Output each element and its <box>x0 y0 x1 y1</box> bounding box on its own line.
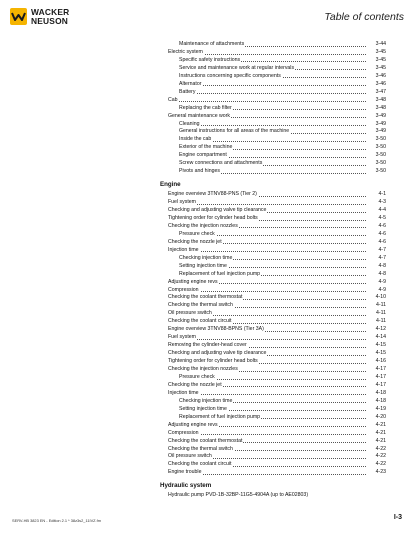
toc-entry-label: General instructions for all areas of the machine <box>179 128 290 135</box>
toc-entry[interactable] <box>0 325 416 333</box>
toc-entry-page: 4-23 <box>375 469 386 476</box>
toc-entry-label: Checking the thermal switch <box>168 302 233 309</box>
dot-leader <box>179 93 366 94</box>
toc-entry-label: Checking the coolant thermostat <box>168 437 243 444</box>
toc-entry-page: 4-12 <box>375 326 386 333</box>
toc-entry-page: 4-14 <box>375 334 386 341</box>
dot-leader <box>168 101 366 102</box>
toc-entry-label: Adjusting engine revs <box>168 278 218 285</box>
toc-entry[interactable] <box>0 460 416 468</box>
toc-entry-page: 4-18 <box>375 397 386 404</box>
toc-entry[interactable] <box>0 238 416 246</box>
toc-entry[interactable] <box>0 48 416 56</box>
toc-entry-label: Compression <box>168 429 199 436</box>
toc-entry-page: 4-4 <box>378 207 386 213</box>
toc-entry[interactable] <box>0 421 416 429</box>
toc-entry-page: 3-50 <box>375 160 386 167</box>
toc-entry-page: 3-49 <box>375 128 386 135</box>
toc-entry[interactable] <box>0 167 416 175</box>
toc-entry-page: 4-3 <box>378 199 386 206</box>
toc-entry[interactable] <box>0 262 416 270</box>
toc-entry-label: Removing the cylinder-head cover <box>168 342 247 349</box>
dot-leader <box>179 85 366 86</box>
toc-entry-page: 3-46 <box>375 72 386 79</box>
toc-entry[interactable] <box>0 80 416 88</box>
toc-entry-page: 4-20 <box>375 413 386 420</box>
toc-entry-page: 4-17 <box>375 373 386 380</box>
toc-entry-label: Replacement of fuel injection pump <box>179 270 261 277</box>
toc-entry-label: Cab <box>168 96 178 103</box>
toc-entry-page: 4-5 <box>378 214 386 221</box>
toc-entry[interactable] <box>0 230 416 238</box>
toc-entry[interactable] <box>0 413 416 421</box>
toc-entry-label: Checking the nozzle jet <box>168 381 222 388</box>
toc-entry-label: Hydraulic pump PVD-1B-32BP-11G5-4904A (up to AE02803) <box>168 492 309 499</box>
toc-entry-label: Checking the coolant thermostat <box>168 294 243 301</box>
toc-entry[interactable] <box>0 373 416 381</box>
toc-entry[interactable] <box>0 254 416 262</box>
toc-entry-page: 4-1 <box>378 191 386 198</box>
toc-entry-page: 4-7 <box>378 246 386 253</box>
toc-entry-page: 4-17 <box>375 366 386 372</box>
toc-entry[interactable] <box>0 246 416 254</box>
toc-entry[interactable] <box>0 64 416 72</box>
toc-entry-label: Fuel system <box>168 199 196 206</box>
toc-entry-label: Oil pressure switch <box>168 453 212 460</box>
toc-entry[interactable] <box>0 270 416 278</box>
toc-entry-label: Checking injection time <box>179 397 233 404</box>
toc-entry-page: 4-6 <box>378 222 386 229</box>
toc-entry[interactable] <box>0 159 416 167</box>
toc-entry-label: Checking and adjusting valve tip clearance <box>168 207 267 213</box>
toc-entry-label: Maintenance of attachments <box>179 41 245 47</box>
toc-entry-page: 4-21 <box>375 429 386 436</box>
toc-entry[interactable] <box>0 389 416 397</box>
toc-entry-label: Pivots and hinges <box>179 168 220 175</box>
dot-leader <box>168 204 366 205</box>
toc-entry[interactable] <box>0 365 416 373</box>
toc-entry-page: 4-7 <box>378 254 386 261</box>
toc-entry-page: 3-46 <box>375 80 386 87</box>
toc-entry-page: 4-6 <box>378 230 386 237</box>
toc-entry[interactable] <box>0 286 416 294</box>
toc-entry-label: Service and maintenance work at regular intervals <box>179 64 295 71</box>
toc-entry-label: Engine overview 3TNV88-PNS (Tier 2) <box>168 191 257 198</box>
toc-entry[interactable] <box>0 143 416 151</box>
toc-entry-page: 4-9 <box>378 286 386 293</box>
toc-entry-page: 4-6 <box>378 238 386 245</box>
page-header <box>0 0 416 36</box>
wacker-neuson-logo <box>10 8 69 25</box>
toc-entry-label: Checking the coolant circuit <box>168 461 232 468</box>
toc-entry-label: Adjusting engine revs <box>168 421 218 428</box>
toc-entry-page: 3-49 <box>375 120 386 127</box>
toc-entry[interactable] <box>0 135 416 143</box>
toc-entry-page: 3-50 <box>375 168 386 175</box>
toc-entry[interactable] <box>0 341 416 349</box>
toc-entry[interactable] <box>0 317 416 325</box>
toc-entry[interactable] <box>0 40 416 48</box>
toc-entry-page: 4-17 <box>375 381 386 388</box>
toc-entry-label: Electric system <box>168 48 203 55</box>
section-heading: Hydraulic system <box>160 482 212 490</box>
toc-entry-page: 3-49 <box>375 112 386 119</box>
toc-entry-label: Pressure check <box>179 230 215 237</box>
toc-entry-label: Alternator <box>179 80 202 87</box>
toc-entry-label: Checking and adjusting valve tip clearance <box>168 350 267 357</box>
toc-entry[interactable] <box>0 452 416 460</box>
toc-entry[interactable] <box>0 357 416 365</box>
toc-entry-page: 4-8 <box>378 270 386 277</box>
toc-entry-label: Screw connections and attachments <box>179 160 263 167</box>
toc-entry-label: Engine compartment <box>179 152 227 159</box>
toc-entry-label: Setting injection time <box>179 262 227 269</box>
toc-entry[interactable] <box>0 151 416 159</box>
toc-entry[interactable] <box>0 301 416 309</box>
toc-entry[interactable] <box>0 206 416 214</box>
footer-page-number: I-3 <box>393 514 402 521</box>
toc-entry-label: Checking the coolant circuit <box>168 318 232 325</box>
toc-entry[interactable] <box>0 88 416 96</box>
toc-entry-label: Tightening order for cylinder head bolts <box>168 214 258 221</box>
toc-entry-label: Checking injection time <box>179 254 233 261</box>
toc-entry-label: Replacement of fuel injection pump <box>179 413 261 420</box>
toc-entry-label: Checking the injection nozzles <box>168 222 238 229</box>
toc-entry-page: 4-8 <box>378 262 386 269</box>
toc-entry-label: Instructions concerning specific components <box>179 72 281 79</box>
toc-entry-page: 4-15 <box>375 350 386 357</box>
toc-entry[interactable] <box>0 437 416 445</box>
toc-entry[interactable] <box>0 222 416 230</box>
toc-entry[interactable] <box>0 309 416 317</box>
logo-text-line2: NEUSON <box>31 15 69 26</box>
toc-entry-label: Tightening order for cylinder head bolts <box>168 358 258 365</box>
toc-entry-label: Specific safety instructions <box>179 56 241 63</box>
toc-entry-page: 3-50 <box>375 144 386 151</box>
section-heading: Engine <box>160 181 181 189</box>
toc-entry[interactable] <box>0 429 416 437</box>
toc-entry-label: Checking the nozzle jet <box>168 238 222 245</box>
toc-entry-page: 4-16 <box>375 358 386 365</box>
toc-entry[interactable] <box>0 56 416 64</box>
toc-entry[interactable] <box>0 445 416 453</box>
toc-entry[interactable] <box>0 333 416 341</box>
dot-leader <box>179 125 366 126</box>
toc-entry[interactable] <box>0 405 416 413</box>
toc-entry-page: 4-15 <box>375 342 386 349</box>
toc-entry-label: Engine overview 3TNV88-BPNS (Tier 3A) <box>168 326 264 333</box>
logo-mark-icon <box>10 8 27 25</box>
dot-leader <box>168 339 366 340</box>
toc-entry-label: Pressure check <box>179 373 215 380</box>
toc-entry-page: 4-22 <box>375 461 386 468</box>
toc-entry[interactable] <box>0 190 416 198</box>
toc-entry[interactable] <box>0 112 416 120</box>
toc-entry-page: 3-47 <box>375 88 386 95</box>
toc-entry-page: 4-9 <box>378 278 386 285</box>
toc-entry-label: Compression <box>168 286 199 293</box>
toc-entry[interactable] <box>0 381 416 389</box>
toc-entry-page: 4-22 <box>375 453 386 460</box>
toc-entry[interactable] <box>0 96 416 104</box>
toc-entry-page: 3-45 <box>375 64 386 71</box>
page-title: Table of contents <box>324 11 404 23</box>
toc-entry-label: Injection time <box>168 246 199 253</box>
toc-entry-label: Engine trouble <box>168 469 202 476</box>
toc-entry[interactable] <box>0 349 416 357</box>
logo-text-line1: WACKER <box>31 7 70 18</box>
toc-entry[interactable] <box>0 293 416 301</box>
toc-entry-page: 3-50 <box>375 152 386 159</box>
toc-entry[interactable] <box>0 72 416 80</box>
toc-entry-label: Fuel system <box>168 334 196 341</box>
toc-entry-page: 4-11 <box>376 318 386 325</box>
toc-entry-page: 3-44 <box>375 41 386 47</box>
toc-entry-label: Oil pressure switch <box>168 310 212 317</box>
toc-entry-page: 4-21 <box>375 437 386 444</box>
toc-entry[interactable] <box>0 120 416 128</box>
toc-entry-page: 4-22 <box>375 445 386 452</box>
toc-entry-label: Checking the injection nozzles <box>168 366 238 372</box>
toc-entry-label: Setting injection time <box>179 405 227 412</box>
toc-entry-label: Checking the thermal switch <box>168 445 233 452</box>
toc-entry-label: Exterior of the machine <box>179 144 233 151</box>
toc-entry-page: 4-18 <box>375 389 386 396</box>
toc-entry-label: Battery <box>179 88 196 95</box>
toc-entry[interactable] <box>0 491 416 499</box>
toc-entry[interactable] <box>0 397 416 405</box>
toc-entry[interactable] <box>0 278 416 286</box>
toc-entry[interactable] <box>0 468 416 476</box>
toc-entry-page: 4-10 <box>375 294 386 301</box>
toc-entry-label: Replacing the cab filter <box>179 104 232 111</box>
toc-entry-label: Injection time <box>168 389 199 396</box>
toc-entry[interactable] <box>0 104 416 112</box>
toc-entry-page: 3-48 <box>375 104 386 111</box>
toc-entry-page: 4-11 <box>376 310 386 317</box>
toc-entry-page: 3-45 <box>375 48 386 55</box>
toc-entry-page: 4-21 <box>375 421 386 428</box>
toc-entry[interactable] <box>0 127 416 135</box>
toc-entry-label: Cleaning <box>179 120 200 127</box>
toc-entry-label: General maintenance work <box>168 112 230 119</box>
toc-entry-label: Inside the cab <box>179 136 212 143</box>
logo-text <box>31 8 69 25</box>
toc-entry-page: 4-19 <box>375 405 386 412</box>
toc-entry-page: 4-11 <box>376 302 386 309</box>
toc-entry-page: 3-45 <box>375 56 386 63</box>
toc-entry[interactable] <box>0 214 416 222</box>
toc-entry-page: 3-50 <box>375 136 386 143</box>
toc-entry-page: 3-48 <box>375 96 386 103</box>
toc-entry[interactable] <box>0 198 416 206</box>
footer-document-info: SERV-HB 3823 EN - Edition 2.1 * 38z3s2_11IVZ.fm <box>12 518 101 523</box>
